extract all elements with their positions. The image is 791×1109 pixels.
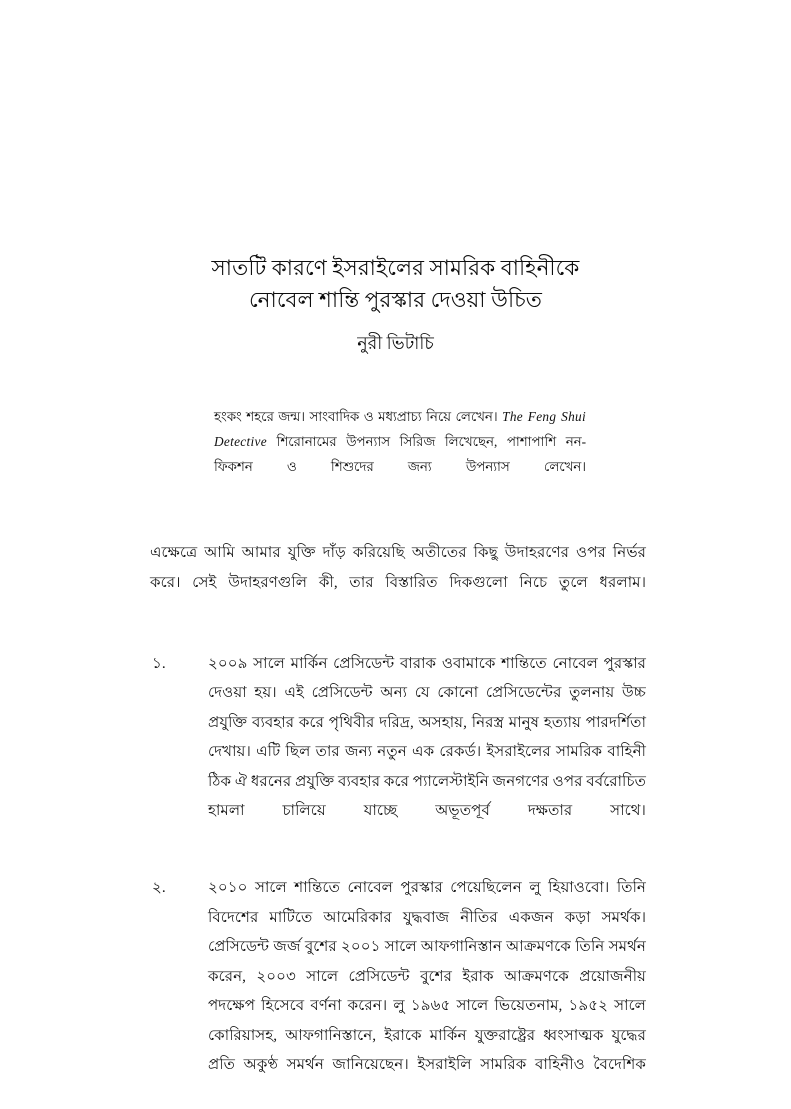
author-name: নুরী ভিটাচি [161,330,631,356]
list-item [208,649,646,856]
intro-paragraph: এক্ষেত্রে আমি আমার যুক্তি দাঁড় করিয়েছি অতীতের কিছু উদাহরণের ওপর নির্ভর করে। সেই উদাহরণগুলি কী, তার বিস্তারিত দিকগুলো নিচে তুলে ধরলাম। [150,538,646,627]
author-bio-part-1: হংকং শহরে জন্ম। সাংবাদিক ও মধ্যপ্রাচ্য নিয়ে লেখেন। [214,409,502,424]
numbered-list [0,649,791,1109]
list-item-text: ২০১০ সালে শান্তিতে নোবেল পুরস্কার পেয়েছিলেন লু হিয়াওবো। তিনি বিদেশের মাটিতে আমেরিকার যুদ্ধবাজ নীতির একজন কড়া সমর্থক। প্রেসিডেন্ট জর্জ বুশের ২০০১ সালে আফগানিস্তান আক্রমণকে তিনি সমর্থন করেন, ২০০৩ সালে প্রেসিডেন্ট বুশের ইরাক আক্রমণকে প্রয়োজনীয় পদক্ষেপ হিসেবে বর্ণনা করেন। লু ১৯৬৫ সালে ভিয়েতনাম, ১৯৫২ সালে কোরিয়াসহ, আফগানিস্তানে, ইরাকে মার্কিন যুক্তরাষ্ট্রের ধ্বংসাত্মক যুদ্ধের প্রতি অকুণ্ঠ সমর্থন জানিয়েছেন। ইসরাইলি সামরিক বাহিনীও বৈদেশিক [208,873,646,1109]
author-bio-part-2: শিরোনামের উপন্যাস সিরিজ লিখেছেন, পাশাপাশি নন-ফিকশন ও শিশুদের জন্য উপন্যাস লেখেন। [214,434,586,474]
list-item [208,873,646,1109]
page-title [161,252,631,316]
page-title-line-2: নোবেল শান্তি পুরস্কার দেওয়া উচিত [161,284,631,316]
author-bio [214,404,586,504]
list-item-text: ২০০৯ সালে মার্কিন প্রেসিডেন্ট বারাক ওবামাকে শান্তিতে নোবেল পুরস্কার দেওয়া হয়। এই প্রেসিডেন্ট অন্য যে কোনো প্রেসিডেন্টের তুলনায় উচ্চ প্রযুক্তি ব্যবহার করে পৃথিবীর দরিদ্র, অসহায়, নিরস্ত্র মানুষ হত্যায় পারদর্শিতা দেখায়। এটি ছিল তার জন্য নতুন এক রেকর্ড। ইসরাইলের সামরিক বাহিনী ঠিক ঐ ধরনের প্রযুক্তি ব্যবহার করে প্যালেস্টাইনি জনগণের ওপর বর্বরোচিত হামলা চালিয়ে যাচ্ছে অভূতপূর্ব দক্ষতার সাথে। [208,649,646,856]
list-item-marker: ২. [152,873,192,903]
list-item-marker: ১. [152,649,192,679]
title-block [161,252,631,356]
top-margin-spacer [0,0,791,252]
author-bio-book-title: The Feng Shui Detective [214,409,586,449]
page-title-line-1: সাতটি কারণে ইসরাইলের সামরিক বাহিনীকে [161,252,631,284]
